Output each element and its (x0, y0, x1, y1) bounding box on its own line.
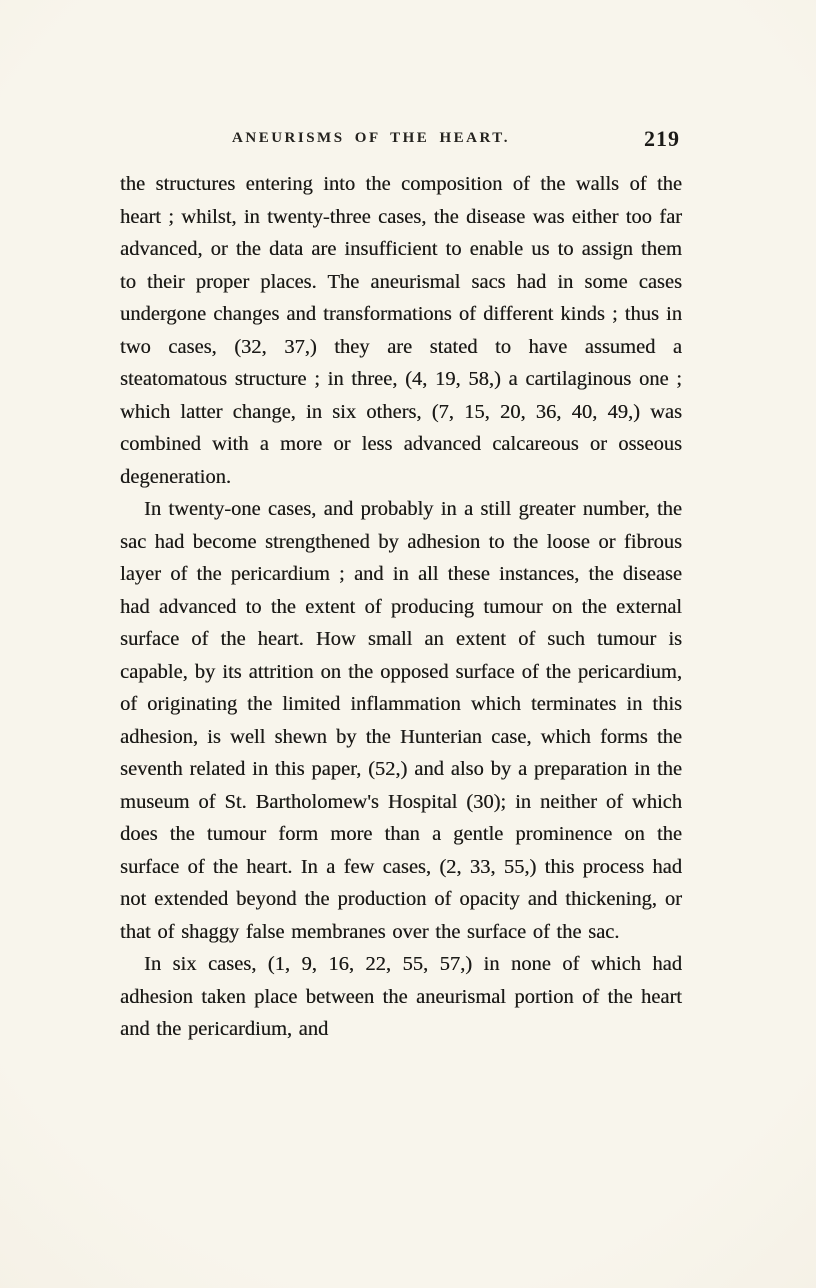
text-column (120, 126, 682, 1046)
page-body (120, 168, 682, 1046)
paragraph: In twenty-one cases, and probably in a still greater number, the sac had become strengthened by adhesion to the loose or fibrous layer of the pericardium ; and in all these instances, the disease had advanced to the extent of producing tumour on the external surface of the heart. How small an extent of such tumour is capable, by its attrition on the opposed surface of the pericardium, of originating the limited inflammation which terminates in this adhesion, is well shewn by the Hunterian case, which forms the seventh related in this paper, (52,) and also by a preparation in the museum of St. Bartholomew's Hospital (30); in neither of which does the tumour form more than a gentle prominence on the surface of the heart. In a few cases, (2, 33, 55,) this process had not extended beyond the production of opacity and thickening, or that of shaggy false membranes over the surface of the sac. (120, 498, 682, 943)
paragraph: In six cases, (1, 9, 16, 22, 55, 57,) in none of which had adhesion taken place between the aneurismal portion of the heart and the pericardium, and (120, 953, 682, 1040)
running-head (120, 126, 682, 152)
running-title: ANEURISMS OF THE HEART. (232, 130, 510, 146)
paragraph: the structures entering into the composition of the walls of the heart ; whilst, in twenty-three cases, the disease was either too far advanced, or the data are insufficient to enable us to assign them to their proper places. The aneurismal sacs had in some cases undergone changes and transformations of different kinds ; thus in two cases, (32, 37,) they are stated to have assumed a steatomatous structure ; in three, (4, 19, 58,) a cartilaginous one ; which latter change, in six others, (7, 15, 20, 36, 40, 49,) was combined with a more or less advanced calcareous or osseous degeneration. (120, 173, 682, 488)
page-number: 219 (644, 126, 680, 151)
